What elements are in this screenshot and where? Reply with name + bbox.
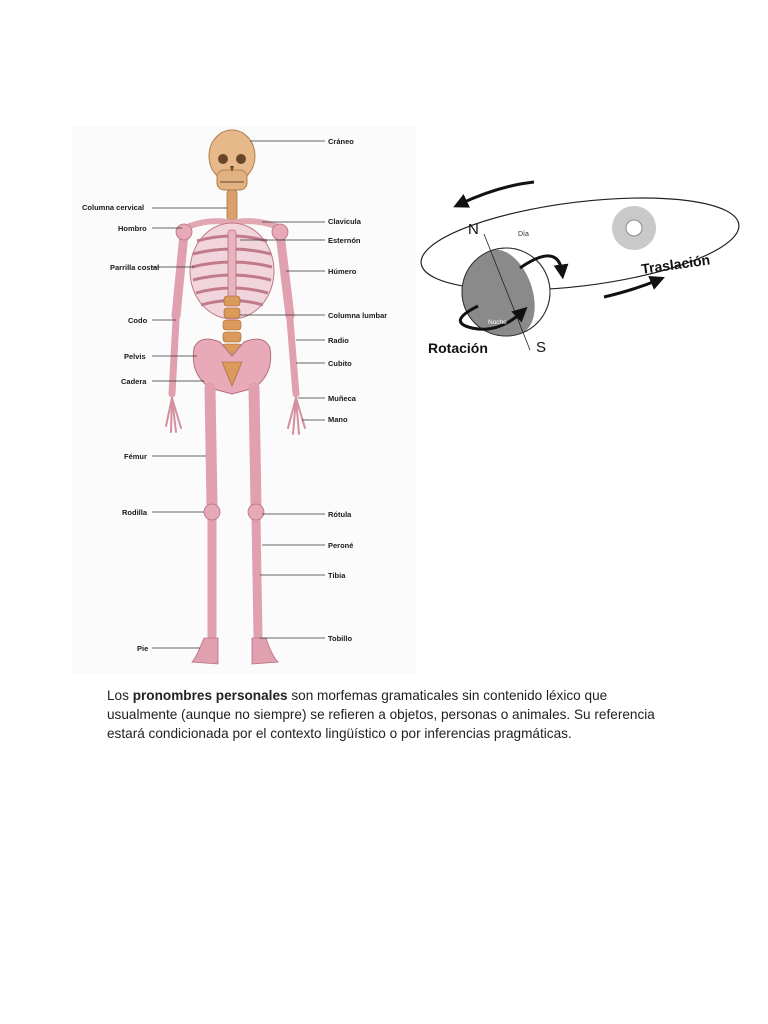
earth-motion-diagram	[412, 172, 746, 362]
label-perone: Peroné	[328, 541, 354, 550]
label-traslacion: Traslación	[640, 251, 712, 277]
label-tibia: Tibia	[328, 571, 346, 580]
paragraph-lead: Los	[107, 688, 133, 703]
orbit-arrow-top	[460, 182, 534, 204]
label-hombro: Hombro	[118, 224, 147, 233]
label-n: N	[468, 221, 479, 238]
label-femur: Fémur	[124, 452, 147, 461]
skeleton-diagram	[72, 126, 416, 674]
label-rodilla: Rodilla	[122, 508, 148, 517]
paragraph-rest: son morfemas gramaticales sin contenido léxico que usualmente (aunque no siempre) se refieren a objetos, personas o animales. Su referencia estará condicionada por el contexto lingüístico o por inferencias pragmáticas.	[107, 688, 655, 741]
earth-icon	[450, 234, 550, 350]
skeleton-bones	[166, 130, 305, 664]
skeleton-illustration	[72, 126, 416, 674]
label-pie: Pie	[137, 644, 149, 653]
orbit-arrow-bottom	[604, 280, 658, 297]
label-parrilla-costal: Parrilla costal	[110, 263, 160, 272]
label-pelvis: Pelvis	[124, 352, 146, 361]
label-muneca: Muñeca	[328, 394, 356, 403]
label-craneo: Cráneo	[328, 137, 354, 146]
label-rotacion: Rotación	[428, 340, 488, 356]
body-paragraph	[107, 686, 667, 743]
label-rotula: Rótula	[328, 510, 352, 519]
label-humero: Húmero	[328, 267, 357, 276]
label-dia: Día	[518, 231, 529, 238]
label-radio: Radio	[328, 336, 349, 345]
label-columna-cervical: Columna cervical	[82, 203, 145, 212]
label-cubito: Cubito	[328, 359, 352, 368]
label-s: S	[536, 339, 547, 356]
label-esternon: Esternón	[328, 236, 361, 245]
label-mano: Mano	[328, 415, 348, 424]
label-noche: Noche	[488, 319, 507, 326]
label-columna-lumbar: Columna lumbar	[328, 311, 388, 320]
label-clavicula: Clavicula	[328, 217, 361, 226]
earth-motion-illustration	[412, 172, 746, 362]
paragraph-bold-term: pronombres personales	[132, 688, 288, 703]
label-cadera: Cadera	[121, 377, 147, 386]
label-codo: Codo	[128, 316, 148, 325]
label-tobillo: Tobillo	[328, 634, 353, 643]
